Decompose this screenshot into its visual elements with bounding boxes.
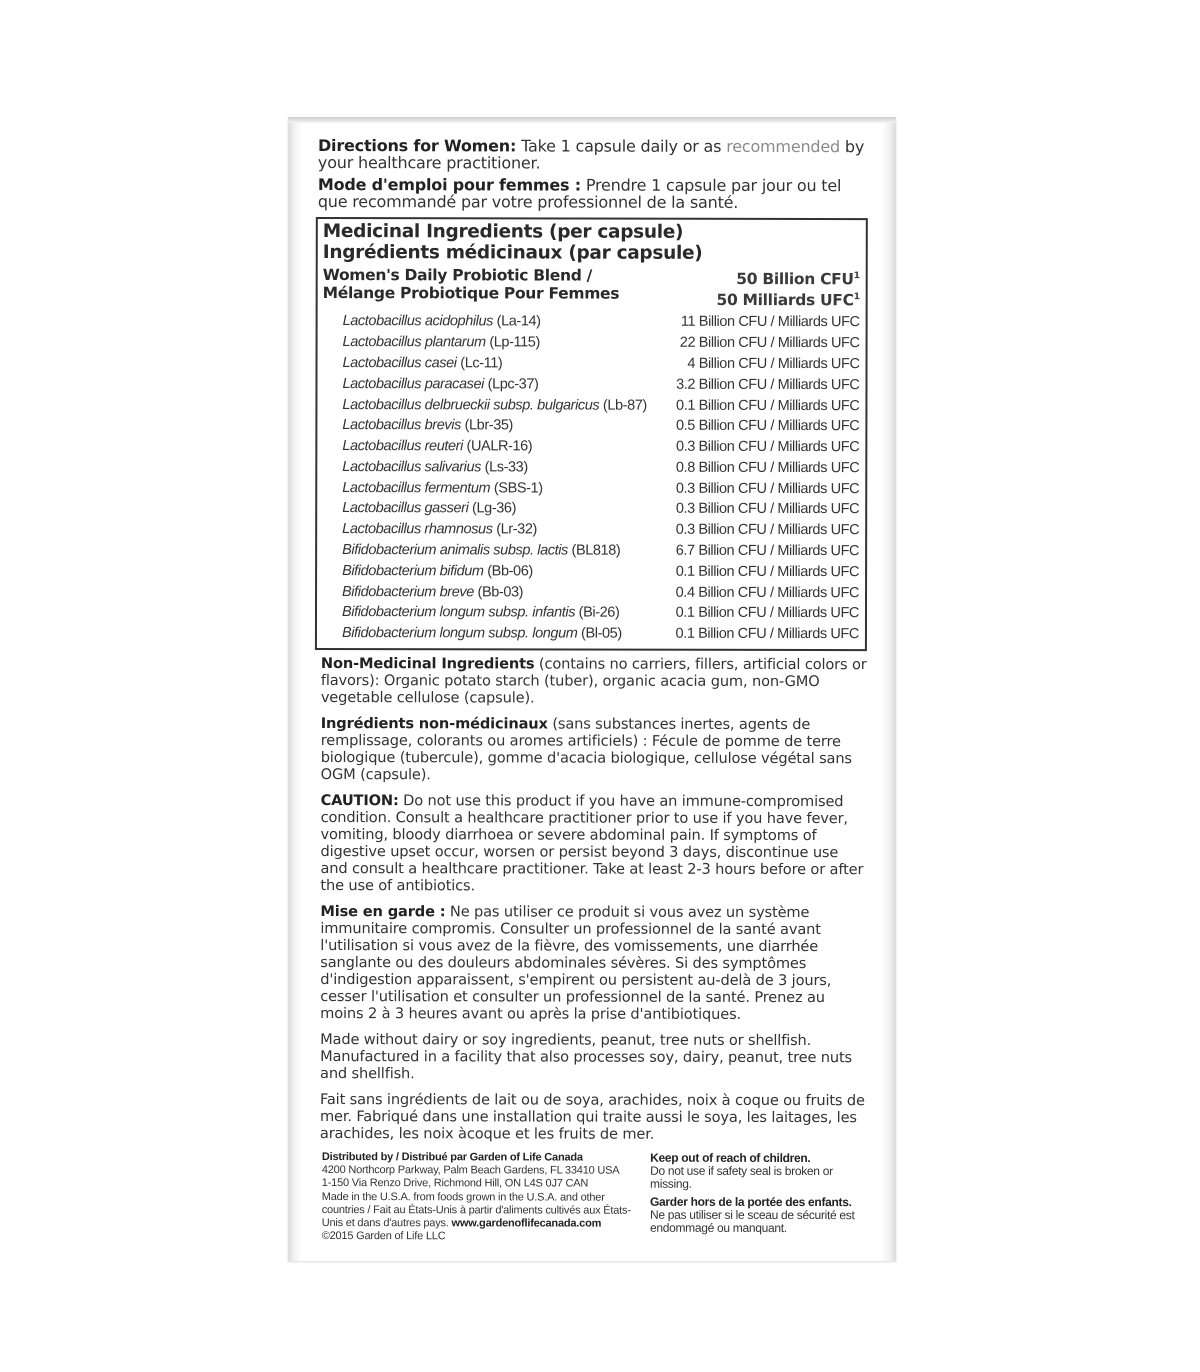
distributor-label-text: Distributed by / Distribué par Garden of Life Canada: [321, 1151, 583, 1164]
ingredient-amount: 0.3 Billion CFU / Milliards UFC: [675, 501, 860, 518]
ingredient-name: [342, 374, 538, 395]
safety-en-text: Do not use if safety seal is broken or missing.: [650, 1163, 833, 1192]
ingredient-species: Lactobacillus acidophilus: [342, 313, 494, 330]
ingredient-row: [343, 353, 860, 375]
non-medicinal-en-label: Non-Medicinal Ingredients: [320, 655, 535, 673]
ingredient-species: Lactobacillus delbrueckii subsp. bulgaricus: [342, 396, 600, 414]
ingredient-species: Lactobacillus fermentum: [342, 479, 491, 497]
ingredient-strain: (BL818): [571, 542, 621, 559]
ingredient-row: [342, 623, 859, 645]
caution-fr: [316, 903, 868, 1023]
directions-en-text: Take 1 capsule daily or as: [521, 136, 722, 156]
safety-fr-label-text: Garder hors de la portée des enfants.: [650, 1194, 852, 1209]
non-medicinal-fr-text: (sans substances inertes, agents de remplissage, colorants ou aromes artificiels) : Fécule de pomme de terre biologique (tubercule), gomme d'acacia biologique, cellulose végétal sans OGM (capsule).: [320, 715, 852, 784]
ingredient-species: Bifidobacterium longum subsp. longum: [341, 625, 578, 642]
ingredient-strain: (Bb-03): [477, 584, 524, 601]
ingredient-amount: 11 Billion CFU / Milliards UFC: [680, 314, 860, 331]
ingredient-amount: 0.1 Billion CFU / Milliards UFC: [675, 605, 860, 622]
ingredient-row: [343, 332, 860, 354]
ingredient-name: [342, 561, 533, 582]
caution-fr-text: Ne pas utiliser ce produit si vous avez un système immunitaire compromis. Consulter un professionnel de la santé avant l'utilisation si vous avez de la fièvre, des vomissements, une diarrhée sanglante ou des douleurs abdominales sévères. Si des symptômes d'indigestion apparaissent, s'empirent ou persistent au-delà de 3 jours, cesser l'utilisation et consulter un professionnel de la santé. Prenez au moins 2 à 3 heures avant ou après la prise d'antibiotiques.: [320, 903, 832, 1023]
ingredient-row: [342, 519, 859, 541]
ingredient-row: [342, 374, 859, 396]
blend-amount: [716, 267, 859, 310]
ingredient-amount: 6.7 Billion CFU / Milliards UFC: [675, 542, 860, 560]
ingredient-strain: (La-14): [496, 313, 541, 330]
copyright: ©2015 Garden of Life LLC: [321, 1230, 446, 1243]
label-panel: [288, 117, 896, 1261]
ingredient-name: [342, 623, 622, 644]
directions-en: [318, 137, 874, 172]
ingredient-amount: 0.3 Billion CFU / Milliards UFC: [675, 438, 860, 456]
ingredient-row: [342, 499, 859, 521]
ingredient-name: [343, 311, 541, 332]
label-content: [316, 137, 874, 1245]
ingredient-species: Lactobacillus plantarum: [342, 334, 486, 351]
ingredient-species: Lactobacillus gasseri: [342, 500, 469, 517]
ingredient-species: Lactobacillus brevis: [342, 417, 461, 434]
ingredient-amount: 0.1 Billion CFU / Milliards UFC: [676, 397, 860, 414]
medicinal-ingredients-box: [315, 217, 868, 651]
ingredient-list: [322, 311, 860, 645]
distributor-info: [322, 1151, 647, 1244]
directions-en-label: Directions for Women:: [317, 136, 517, 156]
medicinal-title-fr: Ingrédients médicinaux (par capsule): [322, 242, 703, 264]
ingredient-amount: 3.2 Billion CFU / Milliards UFC: [676, 376, 860, 393]
footer: [316, 1151, 872, 1245]
directions-fr: [318, 176, 874, 211]
ingredient-row: [342, 478, 859, 500]
ingredient-name: [342, 436, 532, 457]
ingredient-strain: (Lc-11): [460, 355, 503, 372]
ingredient-species: Lactobacillus paracasei: [342, 375, 485, 393]
ingredient-row: [342, 582, 859, 604]
ingredient-row: [342, 415, 859, 437]
ingredient-name: [342, 603, 619, 624]
ingredient-name: [342, 499, 516, 520]
blend-name: [323, 266, 620, 309]
directions-en-text-faded: recommended: [726, 136, 841, 157]
caution-en-text: Do not use this product if you have an immune-compromised condition. Consult a healthcare practitioner prior to use if you have fever, vomiting, bloody diarrhoea or severe abdominal pain. If symptoms of digestive upset occur, worsen or persist beyond 3 days, discontinue use and consult a healthcare practitioner. Take at least 2-3 hours before or after the use of antibiotics.: [320, 792, 864, 895]
ingredient-species: Lactobacillus reuteri: [342, 438, 463, 455]
distributor-origin: [322, 1191, 647, 1231]
blend-name-fr: Mélange Probiotique Pour Femmes: [322, 284, 620, 303]
ingredient-name: [342, 582, 523, 603]
ingredient-species: Lactobacillus casei: [342, 354, 457, 372]
website-link[interactable]: www.gardenoflifecanada.com: [451, 1217, 602, 1230]
blend-amount-fr: [716, 288, 859, 309]
ingredient-amount: 0.5 Billion CFU / Milliards UFC: [675, 418, 860, 435]
ingredient-strain: (Lg-36): [472, 500, 517, 517]
ingredient-strain: (Lb-87): [602, 397, 647, 414]
directions-fr-text: Prendre 1 capsule par jour ou tel que recommandé par votre professionnel de la santé.: [317, 175, 842, 212]
non-medicinal-fr-label: Ingrédients non-médicinaux: [320, 715, 548, 733]
distributor-label: [322, 1151, 647, 1165]
non-medicinal-fr: [317, 715, 869, 784]
ingredient-row: [342, 540, 859, 562]
ingredient-name: [342, 540, 620, 561]
blend-amount-fr-text: 50 Milliards UFC: [716, 291, 854, 310]
distributor-address-ca: 1-150 Via Renzo Drive, Richmond Hill, ON L4S 0J7 CAN: [321, 1177, 589, 1191]
ingredient-species: Bifidobacterium longum subsp. infantis: [341, 604, 576, 622]
ingredient-amount: 0.1 Billion CFU / Milliards UFC: [675, 626, 859, 643]
ingredient-strain: (Bl-05): [581, 625, 622, 642]
directions-en-text-end: by your healthcare practitioner.: [317, 137, 865, 173]
blend-name-en: Women's Daily Probiotic Blend /: [322, 266, 592, 285]
ingredient-strain: (Lbr-35): [464, 417, 513, 434]
footnote-mark: 1: [853, 292, 860, 303]
ingredient-species: Bifidobacterium animalis subsp. lactis: [342, 542, 568, 559]
ingredient-name: [342, 519, 537, 540]
safety-info: [650, 1152, 872, 1245]
ingredient-row: [342, 457, 859, 479]
ingredient-amount: 0.1 Billion CFU / Milliards UFC: [675, 563, 860, 581]
non-medicinal-en: [317, 655, 869, 707]
distributor-address-us: 4200 Northcorp Parkway, Palm Beach Gardens, FL 33410 USA: [321, 1164, 620, 1177]
ingredient-species: Bifidobacterium breve: [342, 583, 474, 600]
ingredient-name: [343, 353, 503, 374]
blend-amount-en: [716, 267, 859, 288]
ingredient-strain: (Ls-33): [484, 459, 528, 476]
blend-amount-en-text: 50 Billion CFU: [736, 270, 854, 289]
ingredient-amount: 0.3 Billion CFU / Milliards UFC: [675, 480, 860, 497]
ingredient-name: [342, 457, 528, 478]
non-medicinal-en-text: (contains no carriers, fillers, artificial colors or flavors): Organic potato starch (tuber), organic acacia gum, non-GMO vegetable cellulose (capsule).: [320, 655, 867, 707]
ingredient-row: [343, 311, 860, 333]
directions-fr-label: Mode d'emploi pour femmes :: [317, 174, 581, 195]
ingredient-amount: 0.4 Billion CFU / Milliards UFC: [675, 584, 860, 601]
medicinal-title-en: Medicinal Ingredients (per capsule): [322, 221, 684, 243]
ingredient-amount: 22 Billion CFU / Milliards UFC: [679, 334, 860, 352]
safety-fr-text: Ne pas utiliser si le sceau de sécurité est endommagé ou manquant.: [649, 1207, 855, 1236]
ingredient-strain: (Lp-115): [489, 334, 540, 351]
ingredient-name: [342, 415, 513, 436]
caution-en: [316, 792, 868, 895]
ingredient-species: Lactobacillus salivarius: [342, 458, 482, 476]
ingredient-amount: 4 Billion CFU / Milliards UFC: [687, 355, 860, 373]
ingredient-name: [342, 395, 646, 416]
ingredient-strain: (SBS-1): [493, 480, 543, 497]
safety-en-label-text: Keep out of reach of children.: [650, 1150, 811, 1166]
caution-fr-label: Mise en garde :: [320, 903, 446, 921]
ingredient-row: [342, 395, 859, 417]
ingredient-amount: 0.8 Billion CFU / Milliards UFC: [675, 459, 860, 477]
directions-section: [318, 137, 874, 211]
allergen-en: Made without dairy or soy ingredients, peanut, tree nuts or shellfish. Manufactured in a facility that also processes soy, dairy, peanut, tree nuts and shellfish.: [320, 1031, 853, 1083]
ingredient-species: Bifidobacterium bifidum: [342, 562, 484, 580]
ingredient-row: [342, 561, 859, 583]
ingredient-strain: (Bb-06): [487, 563, 533, 580]
ingredient-strain: (UALR-16): [466, 438, 533, 455]
footnote-mark: 1: [853, 271, 860, 282]
distributor-origin-text: Made in the U.S.A. from foods grown in the U.S.A. and other countries / Fait au États-Unis à partir d'aliments cultivés aux États-Unis et dans d'autres pays.: [321, 1190, 631, 1230]
ingredient-species: Lactobacillus rhamnosus: [342, 521, 493, 538]
ingredient-row: [342, 436, 859, 458]
ingredient-name: [343, 332, 540, 353]
blend-row: [323, 266, 860, 309]
ingredient-strain: (Bi-26): [578, 605, 620, 622]
allergen-fr: Fait sans ingrédients de lait ou de soya, arachides, noix à coque ou fruits de mer. Fabriqué dans une installation qui traite aussi le soya, les laitages, les arachides, les noix àcoque et les fruits de mer.: [319, 1091, 865, 1143]
ingredient-amount: 0.3 Billion CFU / Milliards UFC: [675, 522, 860, 539]
ingredient-name: [342, 478, 542, 499]
ingredient-row: [342, 603, 859, 625]
caution-en-label: CAUTION:: [320, 792, 399, 810]
ingredient-strain: (Lr-32): [496, 521, 537, 538]
ingredient-strain: (Lpc-37): [487, 376, 539, 393]
